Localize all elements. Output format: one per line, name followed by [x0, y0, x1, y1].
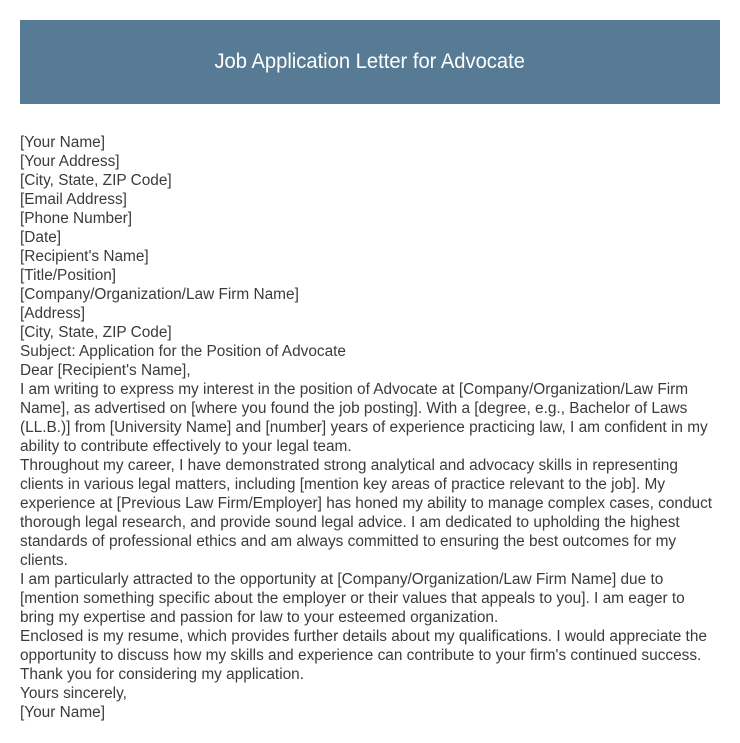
recipient-city-state-zip: [City, State, ZIP Code] [20, 324, 172, 341]
recipient-title: [Title/Position] [20, 267, 117, 284]
salutation: Dear [Recipient's Name], [20, 362, 191, 379]
signature: [Your Name] [20, 704, 105, 721]
letter-date: [Date] [20, 229, 62, 246]
recipient-name: [Recipient's Name] [20, 248, 149, 265]
sender-email: [Email Address] [20, 191, 127, 208]
page-title: Job Application Letter for Advocate [214, 50, 526, 73]
title-banner [20, 20, 720, 104]
paragraph-closing: Enclosed is my resume, which provides further details about my qualifications. I would appreciate the opportunity to discuss how my skills and experience can contribute to your firm's continued success. Thank you for considering my application. [20, 628, 707, 683]
paragraph-experience: Throughout my career, I have demonstrated strong analytical and advocacy skills in representing clients in various legal matters, including [mention key areas of practice relevant to the job]. My experience at [Previous Law Firm/Employer] has honed my ability to manage complex cases, conduct thorough legal research, and provide sound legal advice. I am dedicated to upholding the highest standards of professional ethics and am always committed to ensuring the best outcomes for my clients. [20, 457, 713, 569]
sender-phone: [Phone Number] [20, 210, 133, 227]
closing-phrase: Yours sincerely, [20, 685, 127, 702]
sender-name: [Your Name] [20, 134, 105, 151]
letter-subject: Subject: Application for the Position of Advocate [20, 343, 346, 360]
recipient-company: [Company/Organization/Law Firm Name] [20, 286, 299, 303]
sender-address: [Your Address] [20, 153, 120, 170]
paragraph-intro: I am writing to express my interest in the position of Advocate at [Company/Organization/Law Firm Name], as advertised on [where you found the job posting]. With a [degree, e.g., Bachelor of Laws (LL.B.)] from [University Name] and [number] years of experience practicing law, I am confident in my ability to contribute effectively to your legal team. [20, 381, 708, 455]
sender-city-state-zip: [City, State, ZIP Code] [20, 172, 172, 189]
paragraph-motivation: I am particularly attracted to the opportunity at [Company/Organization/Law Firm Name] due to [mention something specific about the employer or their values that appeals to you]. I am eager to bring my expertise and passion for law to your esteemed organization. [20, 571, 685, 626]
recipient-address: [Address] [20, 305, 86, 322]
letter-body [20, 133, 720, 722]
